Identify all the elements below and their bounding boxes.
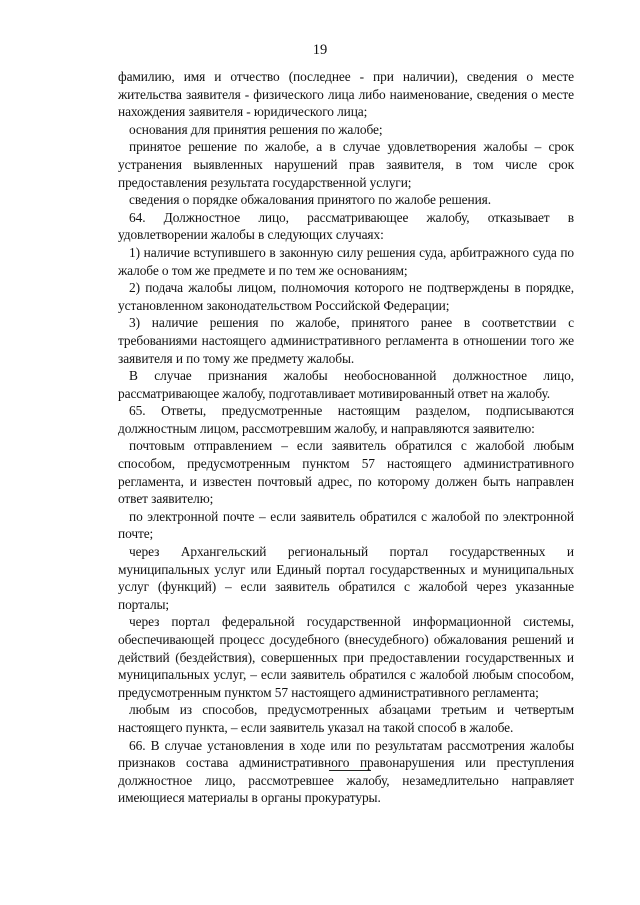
paragraph: по электронной почте – если заявитель обратился с жалобой по электронной почте; (118, 508, 574, 542)
paragraph: 66. В случае установления в ходе или по результатам рассмотрения жалобы признаков состава административного правонарушения или преступления должностное лицо, рассмотревшее жалобу, незамедлительно направляет имеющиеся материалы в органы прокуратуры. (118, 737, 574, 806)
paragraph: принятое решение по жалобе, а в случае удовлетворения жалобы – срок устранения выявленных нарушений прав заявителя, в том числе срок предоставления результата государственной услуги; (118, 139, 574, 190)
paragraph: любым из способов, предусмотренных абзацами третьим и четвертым настоящего пункта, – если заявитель указал на такой способ в жалобе. (118, 702, 574, 735)
page-number: 19 (312, 42, 328, 58)
end-separator-line (329, 770, 371, 771)
paragraph: 65. Ответы, предусмотренные настоящим разделом, подписываются должностным лицом, рассмотревшим жалобу, и направляются заявителю: (118, 403, 574, 436)
paragraph: сведения о порядке обжалования принятого по жалобе решения. (129, 192, 491, 208)
document-body (118, 68, 574, 807)
paragraph: 64. Должностное лицо, рассматривающее жалобу, отказывает в удовлетворении жалобы в следующих случаях: (118, 209, 574, 243)
paragraph: почтовым отправлением – если заявитель обратился с жалобой любым способом, предусмотренным пунктом 57 настоящего административного регламента, и известен почтовый адрес, по которому должен быть направлен ответ заявителю; (118, 438, 574, 507)
paragraph: основания для принятия решения по жалобе; (129, 121, 383, 137)
paragraph: В случае признания жалобы необоснованной должностное лицо, рассматривающее жалобу, подготавливает мотивированный ответ на жалобу. (118, 368, 574, 401)
paragraph: 2) подача жалобы лицом, полномочия которого не подтверждены в порядке, установленном законодательством Российской Федерации; (118, 280, 574, 313)
paragraph: через портал федеральной государственной информационной системы, обеспечивающей процесс досудебного (внесудебного) обжалования решений и действий (бездействия), совершенных при предоставлении государственных и муниципальных услуг, – если заявитель обратился с жалобой любым способом, предусмотренным пунктом 57 настоящего административного регламента; (118, 614, 574, 700)
paragraph: 1) наличие вступившего в законную силу решения суда, арбитражного суда по жалобе о том же предмете и по тем же основаниям; (118, 244, 574, 278)
paragraph: через Архангельский региональный портал государственных и муниципальных услуг или Единый портал государственных и муниципальных услуг (функций) – если заявитель обратился с жалобой через указанные порталы; (118, 544, 574, 612)
paragraph: 3) наличие решения по жалобе, принятого ранее в соответствии с требованиями настоящего административного регламента в отношении того же заявителя и по тому же предмету жалобы. (118, 315, 574, 366)
paragraph: фамилию, имя и отчество (последнее - при наличии), сведения о месте жительства заявителя - физического лица либо наименование, сведения о месте нахождения заявителя - юридического лица; (118, 69, 574, 120)
